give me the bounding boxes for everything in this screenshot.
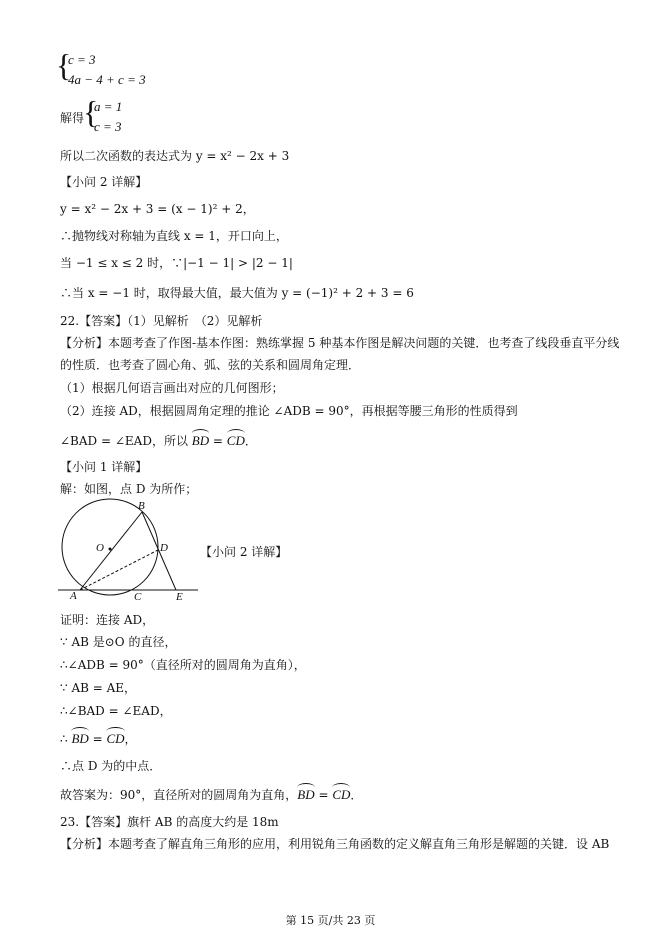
- circle-o: [62, 499, 158, 595]
- text-line: 所以二次函数的表达式为 y = x² − 2x + 3: [60, 149, 290, 163]
- text-line: 当 −1 ≤ x ≤ 2 时，∵|−1 − 1| > |2 − 1|: [60, 256, 293, 270]
- equation-line: a = 1: [94, 99, 123, 114]
- segment-be: [142, 512, 176, 590]
- proof-line: ∴∠BAD = ∠EAD，: [60, 704, 172, 718]
- label-e: E: [176, 591, 183, 603]
- arc-label: CD: [226, 433, 245, 448]
- arc-label: BD: [191, 433, 210, 448]
- section-title: 【小问 2 详解】: [60, 175, 148, 189]
- page-footer: 第 15 页/共 23 页: [285, 914, 376, 927]
- label-b: B: [138, 500, 145, 512]
- proof-line: ∵ AB = AE，: [60, 681, 137, 695]
- text-span: =: [88, 732, 107, 746]
- system-brace: {: [56, 47, 72, 83]
- section-title: 【小问 2 详解】: [200, 545, 288, 559]
- text-line: y = x² − 2x + 3 = (x − 1)² + 2，: [60, 202, 255, 216]
- arc-label: BD: [71, 731, 89, 746]
- center-point: [109, 548, 112, 551]
- arc-label: BD: [297, 787, 315, 802]
- text-span: =: [209, 434, 227, 448]
- text-span: =: [314, 788, 333, 802]
- equation-line: 4a − 4 + c = 3: [68, 72, 146, 87]
- step-line: [60, 433, 257, 449]
- proof-line: ∵ AB 是⊙O 的直径，: [60, 635, 177, 649]
- proof-line: ∴∠ADB = 90°（直径所对的圆周角为直角），: [60, 658, 306, 672]
- text-span: ∠BAD = ∠EAD，所以: [60, 434, 192, 448]
- text-span: 故答案为：90°，直径所对的圆周角为直角，: [60, 788, 298, 802]
- circle-diagram: [58, 498, 200, 606]
- answer-line: 23.【答案】旗杆 AB 的高度大约是 18m: [60, 815, 279, 829]
- arc-label: CD: [106, 731, 125, 746]
- geometry-figure: [58, 498, 200, 606]
- fill-answer-line: [60, 787, 362, 803]
- text-line: ∴抛物线对称轴为直线 x = 1，开口向上，: [60, 229, 288, 243]
- text-line: 解：如图，点 D 为所作；: [60, 482, 198, 496]
- analysis-line: 的性质．也考查了圆心角、弧、弦的关系和圆周角定理．: [60, 358, 361, 372]
- proof-line: ∴点 D 为的中点．: [60, 759, 162, 773]
- label-a: A: [70, 590, 77, 602]
- text-span: ．: [350, 788, 363, 802]
- step-line: （1）根据几何语言画出对应的几何图形；: [60, 381, 284, 395]
- equation-line: c = 3: [68, 52, 96, 67]
- text-span: ．: [244, 434, 257, 448]
- system-brace: {: [83, 94, 99, 130]
- answer-line: 22.【答案】（1）见解析 （2）见解析: [60, 314, 263, 328]
- proof-line: 证明：连接 AD，: [60, 613, 155, 627]
- analysis-line: 【分析】本题考查了作图-基本作图：熟练掌握 5 种基本作图是解决问题的关键．也考查了线段垂直平分线: [60, 336, 620, 350]
- step-line: （2）连接 AD，根据圆周角定理的推论 ∠ADB = 90°，再根据等腰三角形的性质得到: [60, 404, 518, 418]
- label-c: C: [134, 591, 142, 603]
- equation-line: c = 3: [94, 119, 122, 134]
- text-span: ∴: [60, 732, 72, 746]
- label-o: O: [96, 542, 104, 554]
- label-d: D: [160, 542, 168, 554]
- text-line: ∴当 x = −1 时，取得最大值，最大值为 y = (−1)² + 2 + 3 = 6: [60, 286, 414, 300]
- analysis-line: 【分析】本题考查了解直角三角形的应用，利用锐角三角函数的定义解直角三角形是解题的关键．设 AB: [60, 837, 610, 851]
- proof-line: [60, 731, 137, 747]
- arc-label: CD: [332, 787, 351, 802]
- segment-ad: [80, 550, 158, 590]
- section-title: 【小问 1 详解】: [60, 460, 148, 474]
- solve-label: 解得: [60, 111, 85, 125]
- text-span: ，: [124, 732, 137, 746]
- segment-ab: [80, 512, 142, 590]
